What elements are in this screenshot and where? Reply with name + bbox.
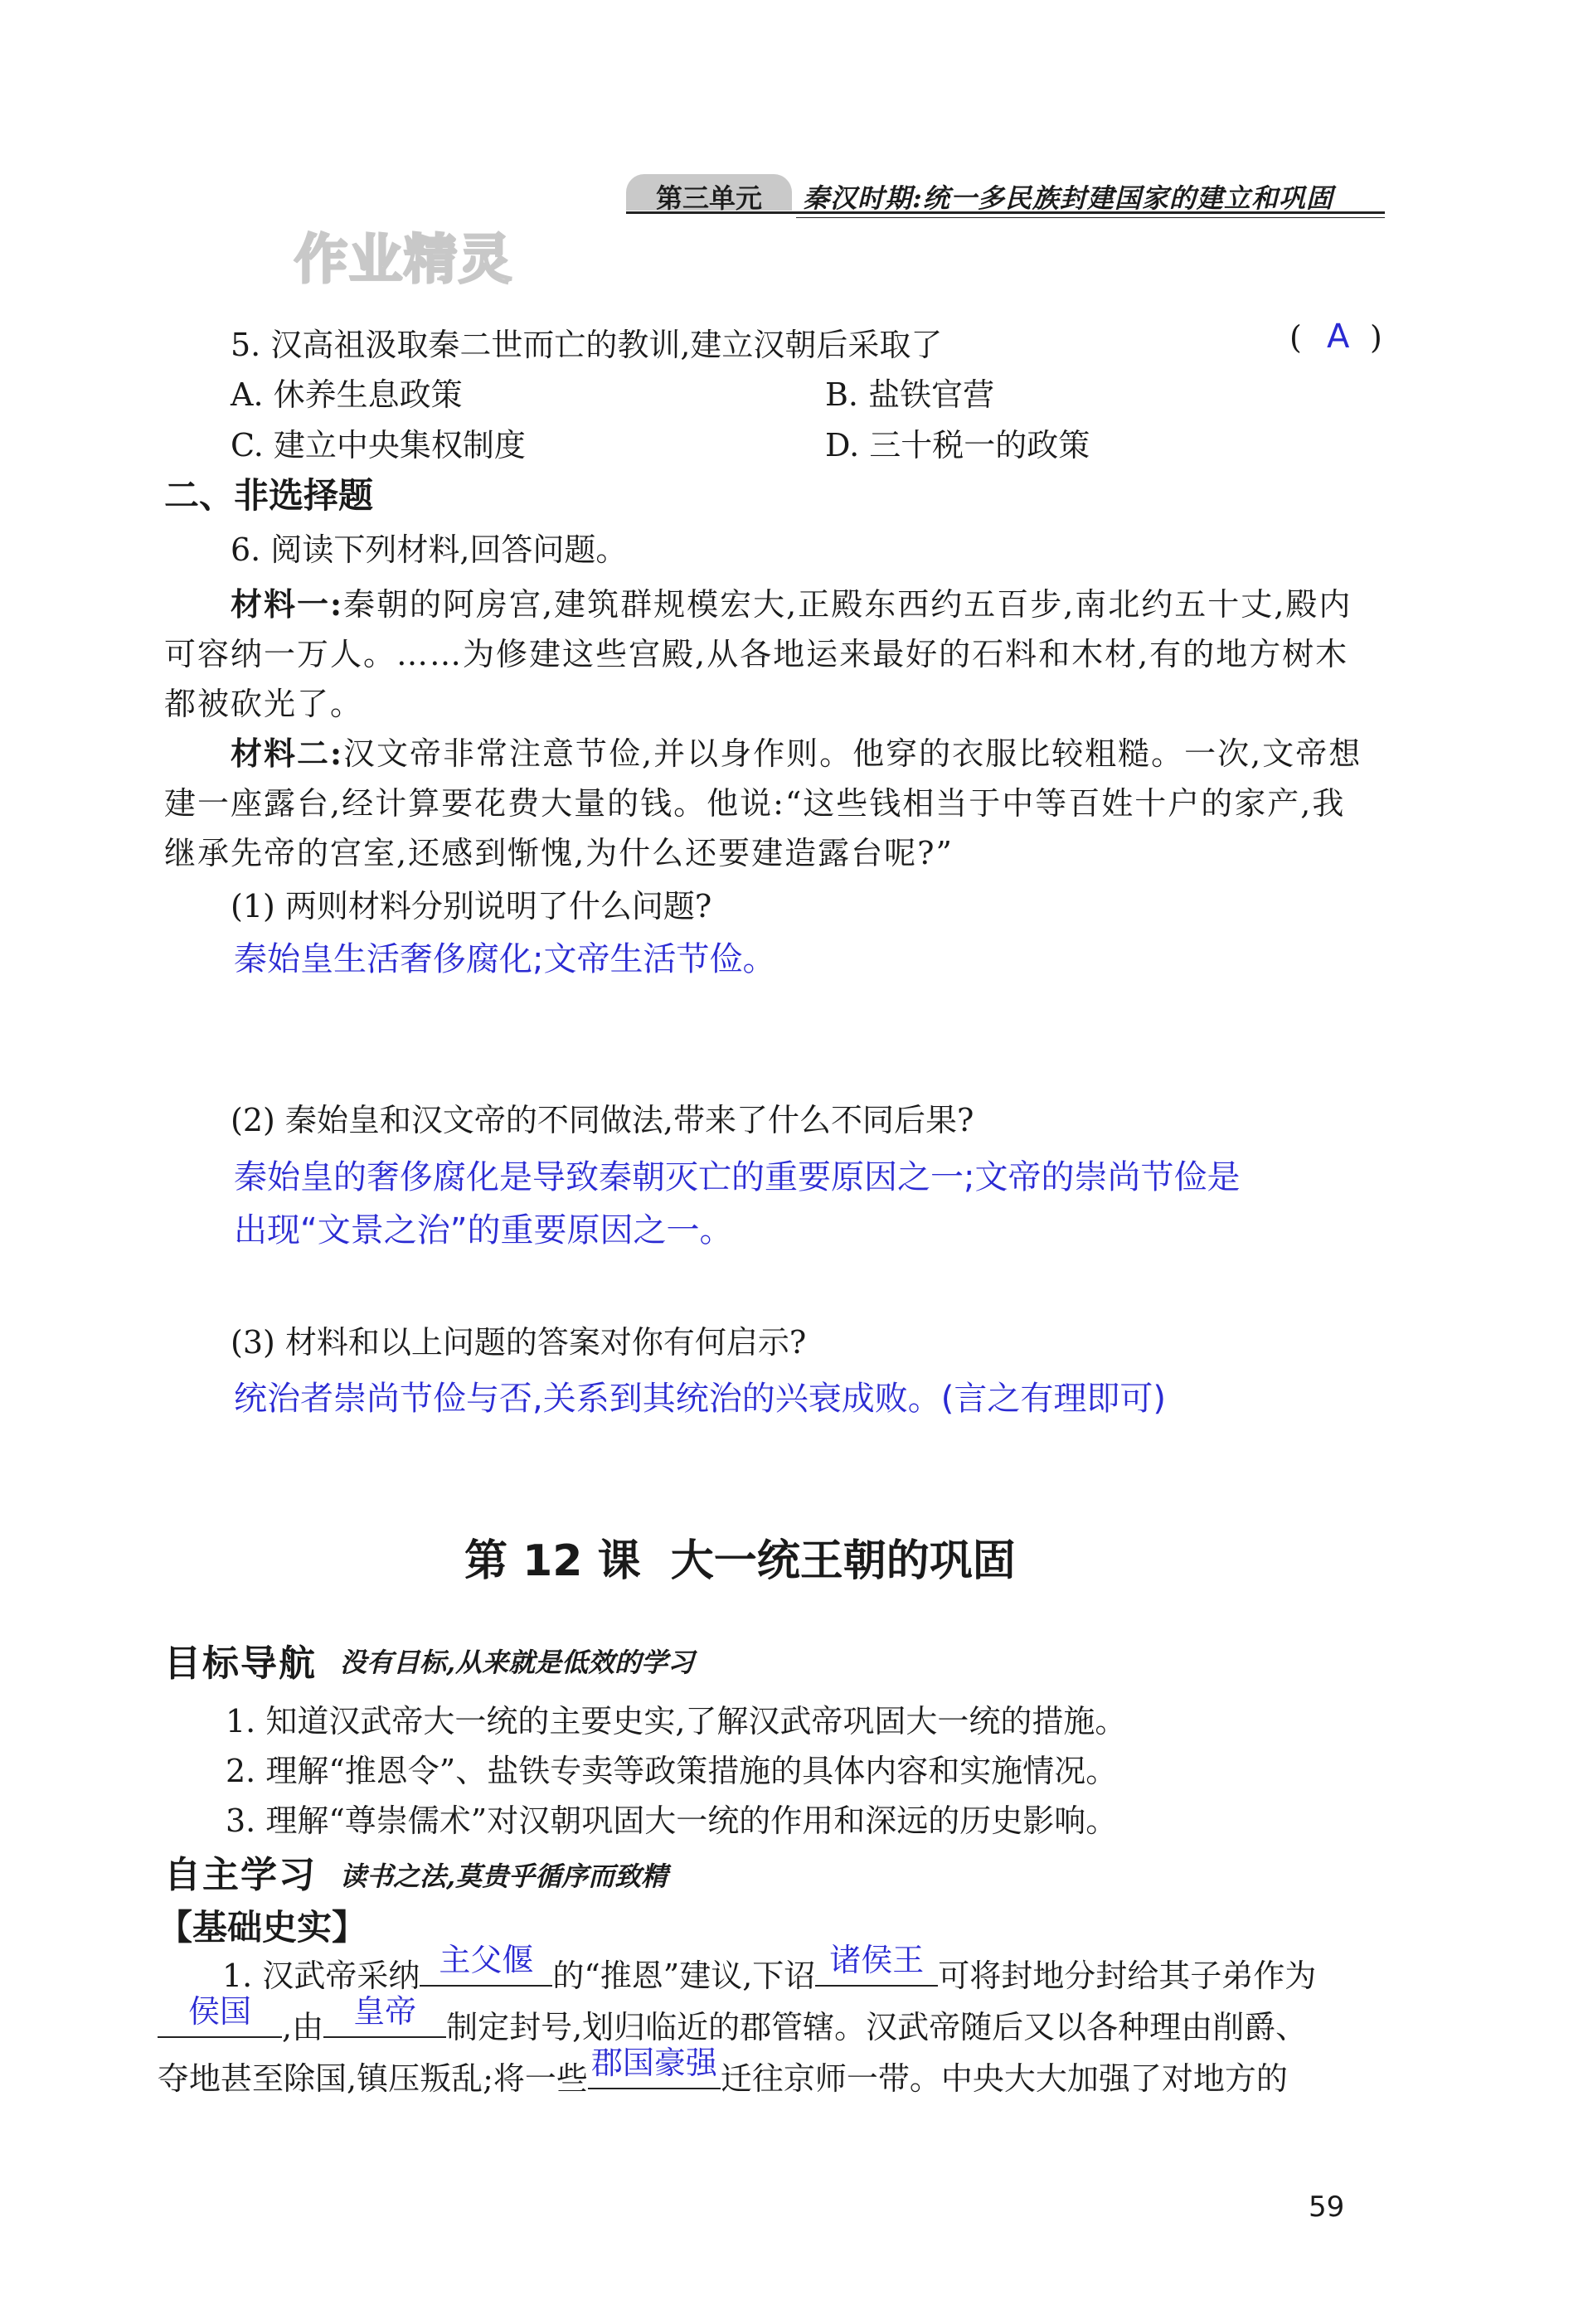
blank-3[interactable] [158,1993,282,2038]
q6-sub1-answer: 秦始皇生活奢侈腐化;文帝生活节俭。 [234,940,776,978]
material1-label: 材料一: [231,585,344,623]
lesson-title: 第 12 课 大一统王朝的巩固 [464,1536,1016,1586]
q6-sub2-answer-line1: 秦始皇的奢侈腐化是导致秦朝灭亡的重要原因之一;文帝的崇尚节俭是 [234,1158,1241,1196]
q6-stem: 6. 阅读下列材料,回答问题。 [231,531,628,568]
q6-sub3-question: (3) 材料和以上问题的答案对你有何启示? [231,1324,807,1361]
section-two-heading: 二、非选择题 [164,475,374,516]
basics-line3 [158,2045,1288,2098]
material2-text: 汉文帝非常注意节俭,并以身作则。他穿的衣服比较粗糙。一次,文帝想 [343,735,1362,772]
goal-item-3: 3. 理解“尊崇儒术”对汉朝巩固大一统的作用和深远的历史影响。 [226,1802,1118,1839]
basics-heading: 【基础史实】 [158,1907,367,1948]
basics-line3-b: 迁往京师一带。中央大大加强了对地方的 [720,2060,1288,2097]
q5-paren-open: ( [1289,319,1302,356]
basics-line2-b: 制定封号,划归临近的郡管辖。汉武帝随后又以各种理由削爵、 [446,2009,1308,2045]
blank-4[interactable] [323,1993,446,2038]
blank-1[interactable] [420,1942,552,1987]
goal-item-1: 1. 知道汉武帝大一统的主要史实,了解汉武帝巩固大一统的措施。 [226,1703,1127,1739]
q5-answer: A [1327,318,1350,356]
material2-line3: 继承先帝的宫室,还感到惭愧,为什么还要建造露台呢?” [164,835,954,871]
self-study-heading: 自主学习 [164,1854,317,1896]
basics-line1-a: 1. 汉武帝采纳 [222,1958,420,1994]
material1-line1 [231,579,1352,624]
material1-line2: 可容纳一万人。……为修建这些宫殿,从各地运来最好的石料和木材,有的地方树木 [164,636,1349,672]
goal-item-2: 2. 理解“推恩令”、盐铁专卖等政策措施的具体内容和实施情况。 [226,1753,1118,1789]
page-number: 59 [1309,2191,1345,2224]
basics-line2 [158,1993,1308,2047]
q5-option-a: A. 休养生息政策 [231,376,463,413]
goals-motto: 没有目标,从来就是低效的学习 [340,1647,695,1678]
watermark: 作业精灵 [294,229,513,291]
basics-line2-a: ,由 [282,2009,324,2045]
goals-heading: 目标导航 [164,1642,317,1685]
q5-option-c: C. 建立中央集权制度 [231,427,526,463]
material2-line2: 建一座露台,经计算要花费大量的钱。他说:“这些钱相当于中等百姓十户的家产,我 [164,785,1346,822]
q5-option-d: D. 三十税一的政策 [825,427,1090,463]
header-rule-thin [796,217,1385,218]
blank-4-answer: 皇帝 [353,1993,417,2030]
blank-1-answer: 主父偃 [439,1942,534,1978]
basics-line3-a: 夺地甚至除国,镇压叛乱;将一些 [158,2060,588,2097]
basics-line1-b: 的“推恩”建议,下诏 [552,1958,816,1994]
blank-2[interactable] [815,1942,938,1987]
q6-sub2-question: (2) 秦始皇和汉文帝的不同做法,带来了什么不同后果? [231,1102,974,1138]
unit-title: 秦汉时期:统一多民族封建国家的建立和巩固 [803,182,1333,214]
q6-sub2-answer-line2: 出现“文景之治”的重要原因之一。 [234,1211,733,1249]
material2-line1 [231,728,1362,774]
blank-3-answer: 侯国 [187,1993,251,2030]
basics-line1-c: 可将封地分封给其子弟作为 [938,1958,1317,1994]
material1-line3: 都被砍光了。 [164,686,364,722]
blank-5-answer: 郡国豪强 [590,2045,717,2081]
q5-stem: 5. 汉高祖汲取秦二世而亡的教训,建立汉朝后采取了 [231,327,943,363]
q5-option-b: B. 盐铁官营 [825,376,995,413]
material1-text: 秦朝的阿房宫,建筑群规模宏大,正殿东西约五百步,南北约五十丈,殿内 [343,586,1352,623]
blank-2-answer: 诸侯王 [829,1942,925,1978]
self-study-motto: 读书之法,莫贵乎循序而致精 [340,1861,668,1892]
q5-paren-close: ) [1370,319,1382,356]
unit-badge-text: 第三单元 [655,182,762,214]
blank-5[interactable] [588,2045,721,2089]
material2-label: 材料二: [231,735,344,772]
unit-badge [626,174,792,214]
q6-sub3-answer: 统治者崇尚节俭与否,关系到其统治的兴衰成败。(言之有理即可) [234,1380,1166,1418]
q6-sub1-question: (1) 两则材料分别说明了什么问题? [231,888,712,924]
